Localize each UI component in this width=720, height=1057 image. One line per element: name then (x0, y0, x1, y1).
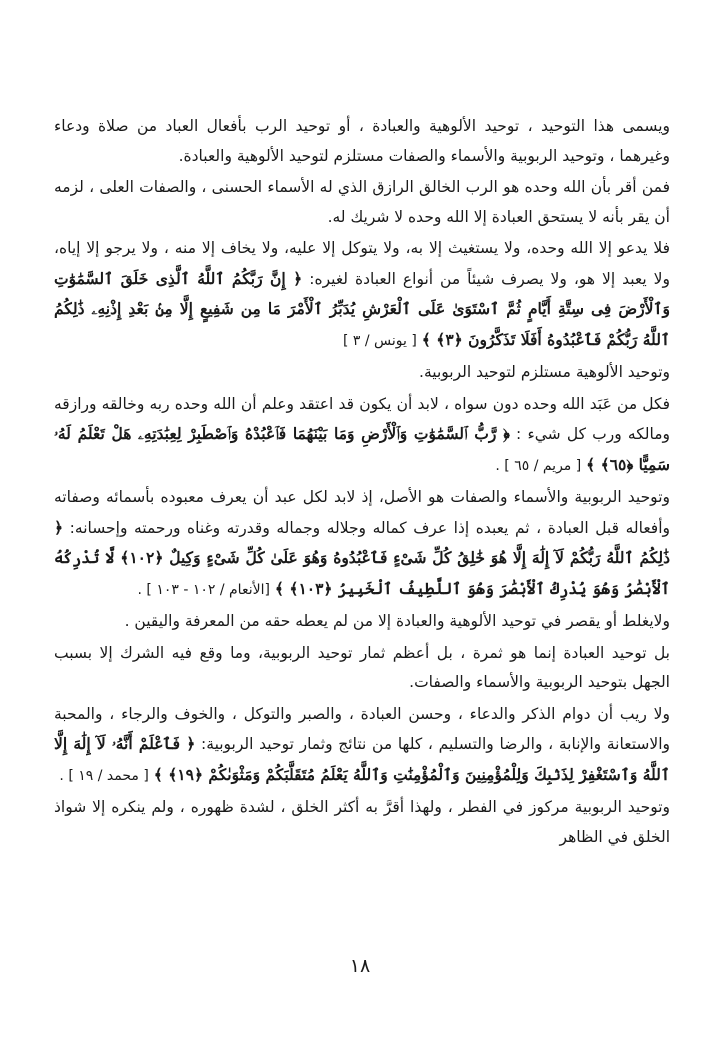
paragraph-text: وتوحيد الربوبية مركوز في الفطر ، ولهذا أقرَّ به أكثر الخلق ، لشدة ظهوره ، ولم ينكره إلا شواذ الخلق في الظاهر (54, 798, 670, 846)
paragraph-text: بل توحيد العبادة إنما هو ثمرة ، بل أعظم ثمار توحيد الربوبية، وما وقع فيه الشرك إلا بسبب الجهل بتوحيد الربوبية والأسماء والصفات. (54, 643, 670, 691)
quran-verse: ﴿ رَّبُّ ٱلسَّمَٰوَٰتِ وَٱلْأَرْضِ وَمَا بَيْنَهُمَا فَٱعْبُدْهُ وَٱصْطَبِرْ لِعِبَٰدَتِهِۦ هَلْ تَعْلَمُ لَهُۥ سَمِيًّا ﴿٦٥﴾ ﴾ (54, 424, 670, 474)
paragraph-1 (54, 112, 670, 171)
paragraph-text: وتوحيد الربوبية والأسماء والصفات هو الأصل، إذ لابد لكل عبد أن يعرف معبوده بأسمائه وصفاته وأفعاله قبل العبادة ، ثم يعبده إذا عرف كماله وجلاله وجماله وقدرته وغناه ورحمته وإحسانه: (54, 488, 671, 537)
paragraph-2 (54, 173, 670, 232)
paragraph-text: ويسمى هذا التوحيد ، توحيد الألوهية والعبادة ، أو توحيد الرب بأفعال العباد من صلاة ودعاء وغيرهما ، وتوحيد الربوبية والأسماء والصفات مستلزم لتوحيد الألوهية والعبادة. (54, 117, 670, 165)
paragraph-8 (54, 639, 670, 698)
verse-reference: [ مريم / ٦٥ ] . (495, 457, 582, 474)
page-body (54, 112, 670, 854)
verse-reference: [الأنعام / ١٠٢ - ١٠٣ ] . (137, 581, 270, 598)
paragraph-5 (54, 390, 670, 482)
page-number: ١٨ (349, 955, 371, 977)
paragraph-7 (54, 607, 670, 637)
paragraph-6 (54, 483, 670, 605)
paragraph-4 (54, 358, 670, 388)
paragraph-text: فلا يدعو إلا الله وحده، ولا يستغيث إلا به، ولا يتوكل إلا عليه، ولا يخاف إلا منه ، ولا يرجو إلا إياه، ولا يعبد إلا هو، ولا يصرف شيئاً من أنواع العبادة لغيره: (54, 239, 670, 288)
paragraph-text: ولا ريب أن دوام الذكر والدعاء ، وحسن العبادة ، والصبر والتوكل ، والخوف والرجاء ، والمحبة والاستعانة والإنابة ، والرضا والتسليم ، كلها من نتائج وثمار توحيد الربوبية: (54, 704, 670, 753)
verse-reference: [ محمد / ١٩ ] . (59, 767, 149, 784)
quran-verse: ﴿ إِنَّ رَبَّكُمُ ٱللَّهُ ٱلَّذِى خَلَقَ ٱلسَّمَٰوَٰتِ وَٱلْأَرْضَ فِى سِتَّةِ أَيَّامٍ ثُمَّ ٱسْتَوَىٰ عَلَى ٱلْعَرْشِ يُدَبِّرُ ٱلْأَمْرَ مَا مِن شَفِيعٍ إِلَّا مِنۢ بَعْدِ إِذْنِهِۦ ذَٰلِكُمُ ٱللَّهُ رَبُّكُمْ فَٱعْبُدُوهُ أَفَلَا تَذَكَّرُونَ ﴿٣﴾ ﴾ (54, 268, 670, 349)
paragraph-3 (54, 234, 670, 356)
paragraph-text: فمن أقر بأن الله وحده هو الرب الخالق الرازق الذي له الأسماء الحسنى ، والصفات العلى ، لزمه أن يقر بأنه لا يستحق العبادة إلا الله وحده لا شريك له. (54, 178, 670, 226)
quran-verse: ﴿ ذَٰلِكُمُ ٱللَّهُ رَبُّكُمْ لَآ إِلَٰهَ إِلَّا هُوَ خَٰلِقُ كُلِّ شَىْءٍ فَٱعْبُدُوهُ وَهُوَ عَلَىٰ كُلِّ شَىْءٍ وَكِيلٌ ﴿١٠٢﴾ لَّا تُدْرِكُهُ ٱلْأَبْصَٰرُ وَهُوَ يُدْرِكُ ٱلْأَبْصَٰرَ وَهُوَ ٱللَّطِيفُ ٱلْخَبِيرُ ﴿١٠٣﴾ ﴾ (54, 517, 670, 598)
paragraph-9 (54, 700, 670, 792)
paragraph-text: وتوحيد الألوهية مستلزم لتوحيد الربوبية. (419, 363, 670, 381)
paragraph-text: ولايغلط أو يقصر في توحيد الألوهية والعبادة إلا من لم يعطه حقه من المعرفة واليقين . (124, 612, 670, 630)
paragraph-10 (54, 793, 670, 852)
verse-reference: [ يونس / ٣ ] (342, 332, 417, 349)
quran-verse: ﴿ فَٱعْلَمْ أَنَّهُۥ لَآ إِلَٰهَ إِلَّا ٱللَّهُ وَٱسْتَغْفِرْ لِذَنۢبِكَ وَلِلْمُؤْمِنِينَ وَٱلْمُؤْمِنَٰتِ وَٱللَّهُ يَعْلَمُ مُتَقَلَّبَكُمْ وَمَثْوَىٰكُمْ ﴿١٩﴾ ﴾ (54, 734, 670, 784)
paragraph-text: فكل من عَبَد الله وحده دون سواه ، لابد أن يكون قد اعتقد وعلم أن الله وحده ربه وخالقه ورازقه ومالكه ورب كل شيء : (54, 394, 670, 443)
